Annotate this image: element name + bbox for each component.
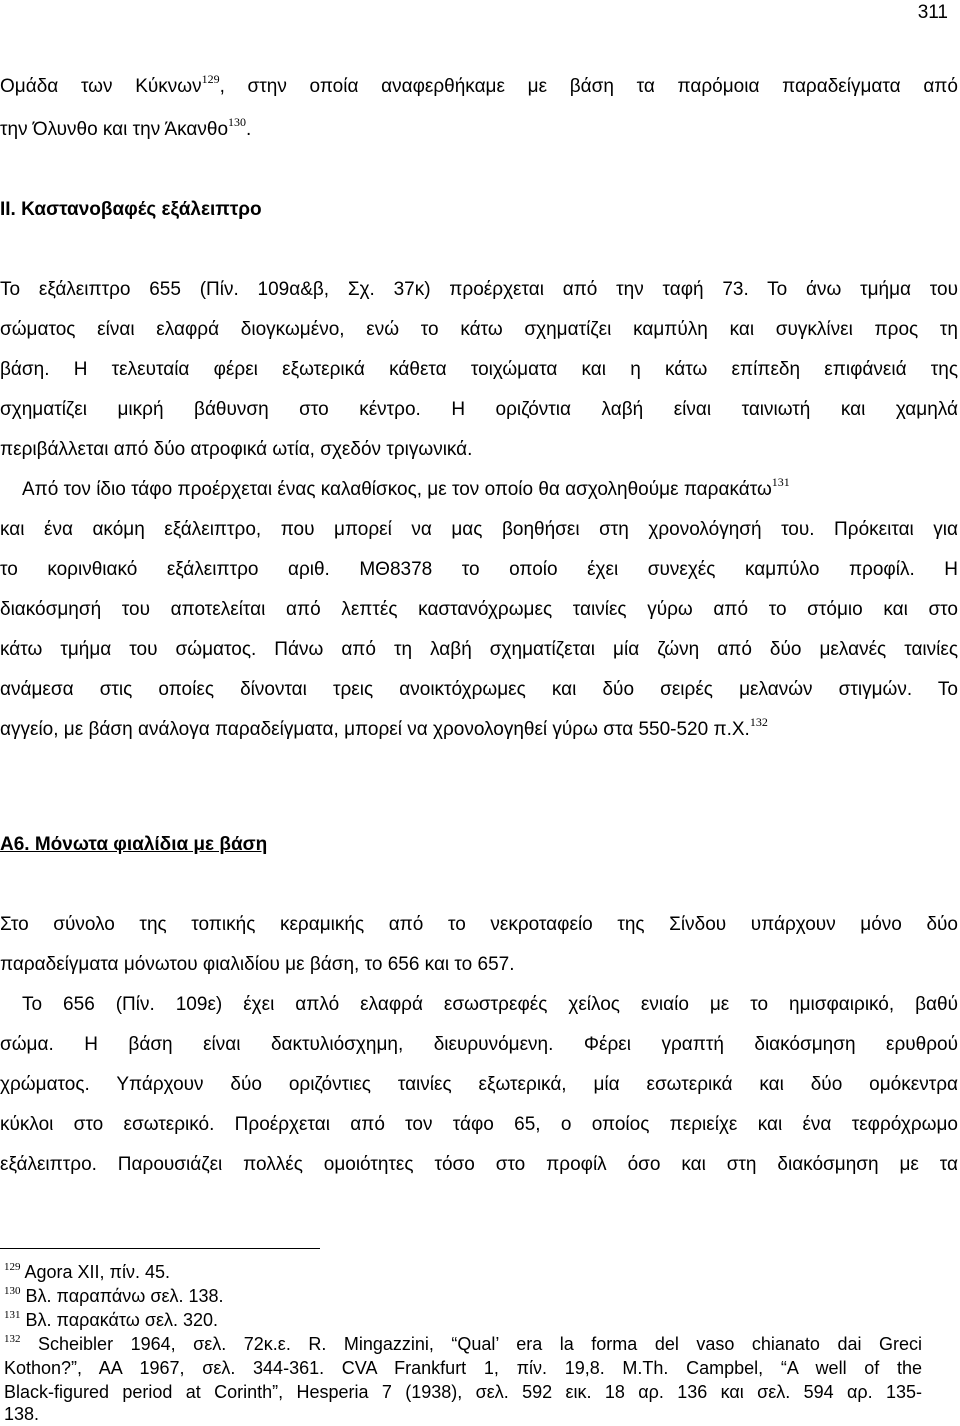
footnote-separator	[0, 1248, 320, 1249]
paragraph-3-line-4: διακόσμησή του αποτελείται από λεπτές καστανόχρωμες ταινίες γύρω από το στόμιο και στο	[0, 599, 958, 620]
footnote-ref-131: 131	[771, 475, 790, 489]
paragraph-3-line-1: Από τον ίδιο τάφο προέρχεται ένας καλαθίσκος, με τον οποίο θα ασχοληθούμε παρακάτω$^{131}$	[22, 475, 790, 500]
section-heading-ii: ΙΙ. Καστανοβαφές εξάλειπτρο	[0, 199, 262, 220]
paragraph-5-line-2: σώμα. Η βάση είναι δακτυλιόσχημη, διευρυνόμενη. Φέρει γραπτή διακόσμηση ερυθρού	[0, 1034, 958, 1055]
paragraph-1-line-1: Ομάδα των Κύκνων$^{129}$, στην οποία αναφερθήκαμε με βάση τα παρόμοια παραδείγματα από	[0, 72, 958, 97]
footnote-ref-130: 130	[228, 115, 247, 129]
footnote-131: $^{131}$ Βλ. παρακάτω σελ. 320.	[4, 1309, 219, 1330]
paragraph-3-line-5: κάτω τμήμα του σώματος. Πάνω από τη λαβή σχηματίζεται μία ζώνη από δύο μελανές ταινίες	[0, 639, 958, 660]
footnote-129: $^{129}$ Agora XII, πίν. 45.	[4, 1261, 171, 1282]
page-number: 311	[917, 2, 948, 23]
paragraph-5-line-5: εξάλειπτρο. Παρουσιάζει πολλές ομοιότητες τόσο στο προφίλ όσο και στη διακόσμηση με τα	[0, 1154, 958, 1175]
footnote-132-line-2: Kothon?”, AA 1967, σελ. 344-361. CVA Frankfurt 1, πίν. 19,8. M.Th. Campbel, “A well of the	[4, 1358, 922, 1378]
footnote-ref-132: 132	[749, 715, 768, 729]
paragraph-1-line-2: την Όλυνθο και την Άκανθο$^{130}$.	[0, 115, 252, 140]
footnote-132-line-1: $^{132}$ Scheibler 1964, σελ. 72κ.ε. R. Mingazzini, “Qual’ era la forma del vaso chianato dai Greci	[4, 1333, 922, 1354]
paragraph-3-line-7: αγγείο, με βάση ανάλογα παραδείγματα, μπορεί να χρονολογηθεί γύρω στα 550-520 π.Χ.$^{132}$	[0, 715, 768, 740]
paragraph-4-line-1: Στο σύνολο της τοπικής κεραμικής από το νεκροταφείο της Σίνδου υπάρχουν μόνο δύο	[0, 914, 958, 935]
paragraph-5-line-3: χρώματος. Υπάρχουν δύο οριζόντιες ταινίες εξωτερικά, μία εσωτερικά και δύο ομόκεντρα	[0, 1074, 958, 1095]
footnote-132-line-3: Black-figured period at Corinth”, Hesperia 7 (1938), σελ. 592 εικ. 18 αρ. 136 και σελ. 594 αρ. 135-	[4, 1382, 922, 1402]
paragraph-5-line-1: Το 656 (Πίν. 109ε) έχει απλό ελαφρά εσωστρεφές χείλος ενιαίο με το ημισφαιρικό, βαθύ	[22, 994, 958, 1015]
paragraph-2-line-4: σχηματίζει μικρή βάθυνση στο κέντρο. Η οριζόντια λαβή είναι ταινιωτή και χαμηλά	[0, 399, 958, 420]
paragraph-2-line-3: βάση. Η τελευταία φέρει εξωτερικά κάθετα τοιχώματα και η κάτω επίπεδη επιφάνειά της	[0, 359, 958, 380]
paragraph-3-line-2: και ένα ακόμη εξάλειπτρο, που μπορεί να μας βοηθήσει στη χρονολόγησή του. Πρόκειται για	[0, 519, 958, 540]
paragraph-3-line-3: το κορινθιακό εξάλειπτρο αριθ. ΜΘ8378 το οποίο έχει συνεχές καμπύλο προφίλ. Η	[0, 559, 958, 580]
paragraph-5-line-4: κύκλοι στο εσωτερικό. Προέρχεται από τον τάφο 65, ο οποίος περιείχε και ένα τεφρόχρωμο	[0, 1114, 958, 1135]
paragraph-3-line-6: ανάμεσα στις οποίες δίνονται τρεις ανοικτόχρωμες και δύο σειρές μελανών στιγμών. Το	[0, 679, 958, 700]
section-heading-a6: Α6. Μόνωτα φιαλίδια με βάση	[0, 834, 268, 855]
paragraph-2-line-2: σώματος είναι ελαφρά διογκωμένο, ενώ το κάτω σχηματίζει καμπύλη και συγκλίνει προς τη	[0, 319, 958, 340]
footnote-130: $^{130}$ Βλ. παραπάνω σελ. 138.	[4, 1285, 224, 1306]
paragraph-4-line-2: παραδείγματα μόνωτου φιαλιδίου με βάση, το 656 και το 657.	[0, 954, 515, 975]
paragraph-2-line-1: Το εξάλειπτρο 655 (Πίν. 109α&β, Σχ. 37κ) προέρχεται από την ταφή 73. Το άνω τμήμα του	[0, 279, 958, 300]
footnote-132-line-4: 138.	[4, 1404, 40, 1424]
paragraph-2-line-5: περιβάλλεται από δύο ατροφικά ωτία, σχεδόν τριγωνικά.	[0, 439, 473, 460]
footnote-ref-129: 129	[201, 72, 220, 86]
